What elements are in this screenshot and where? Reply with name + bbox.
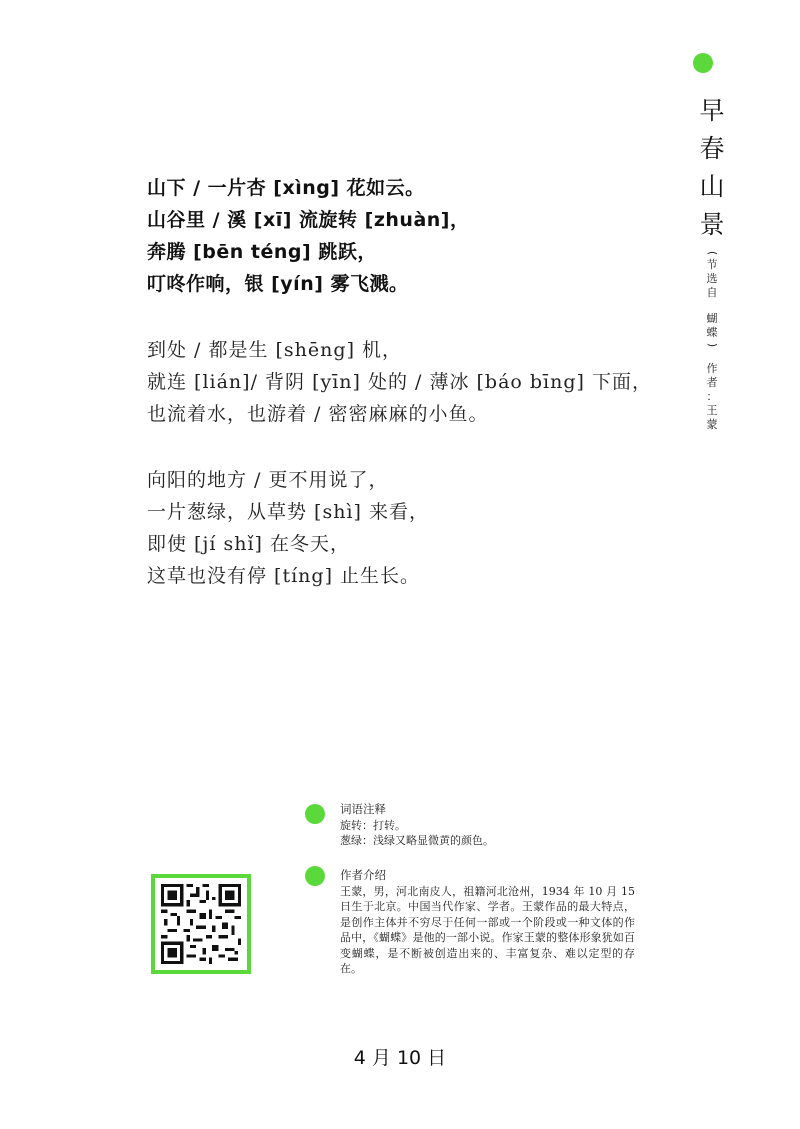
author-char: 王 <box>706 404 718 417</box>
poem-line: 一片葱绿，从草势 [shì] 来看， <box>147 501 429 523</box>
stanza-2 <box>147 334 667 430</box>
vertical-title <box>700 92 724 432</box>
subtitle-char: 自 <box>706 286 718 299</box>
paren-open: ( <box>705 250 719 256</box>
vocab-item: 葱绿：浅绿又略显微黄的颜色。 <box>340 834 494 847</box>
poem-line: 到处 / 都是生 [shēng] 机， <box>147 339 403 361</box>
stanza-3 <box>147 464 667 592</box>
poem-line: 就连 [lián]/ 背阴 [yīn] 处的 / 薄冰 [báo bīng] 下面， <box>147 371 652 393</box>
qr-code-icon <box>161 884 241 964</box>
author-char: 蒙 <box>706 418 718 431</box>
poem-body <box>147 172 667 626</box>
poem-line: 也流着水，也游着 / 密密麻麻的小鱼。 <box>147 403 489 425</box>
author-intro <box>340 868 635 977</box>
date-label: 4 月 10 日 <box>353 1047 447 1069</box>
vocab-heading: 词语注释 <box>340 802 386 816</box>
author-char: 者 <box>706 376 718 389</box>
poem-line: 叮咚作响，银 [yín] 雾飞溅。 <box>147 273 409 295</box>
stanza-1 <box>147 172 667 300</box>
poem-line: 向阳的地方 / 更不用说了， <box>147 469 389 491</box>
title-char: 山 <box>699 172 725 201</box>
author-heading: 作者介绍 <box>340 868 386 882</box>
title-char: 春 <box>699 134 725 163</box>
poem-line: 即使 [jí shǐ] 在冬天， <box>147 533 350 555</box>
poem-line: 山谷里 / 溪 [xī] 流旋转 [zhuàn]， <box>147 209 470 231</box>
vocab-dot-icon <box>305 804 325 824</box>
vocab-item: 旋转：打转。 <box>340 818 406 832</box>
author-char: ： <box>706 390 718 403</box>
subtitle-char: 节 <box>706 258 718 271</box>
poem-line: 奔腾 [bēn téng] 跳跃， <box>147 241 377 263</box>
title-char: 早 <box>699 96 725 125</box>
subtitle-source <box>707 248 718 432</box>
vocab-notes <box>340 802 640 849</box>
subtitle-char: 蝴 <box>706 312 718 325</box>
subtitle-char: 蝶 <box>706 326 718 339</box>
poem-line: 山下 / 一片杏 [xìng] 花如云。 <box>147 177 425 199</box>
author-dot-icon <box>305 866 325 886</box>
author-char: 作 <box>706 362 718 375</box>
poem-line: 这草也没有停 [tíng] 止生长。 <box>147 565 421 587</box>
subtitle-char: 选 <box>706 272 718 285</box>
title-dot-icon <box>693 53 713 73</box>
qr-code[interactable] <box>151 874 251 974</box>
author-text: 王蒙，男，河北南皮人，祖籍河北沧州，1934 年 10 月 15 日生于北京。中国当代作家、学者。王蒙作品的最大特点，是创作主体并不穷尽于任何一部或一个阶段或一种文体的作品中，《蝴蝶》是他的一部小说。作家王蒙的整体形象犹如百变蝴蝶，是不断被创造出来的、丰富复杂、难以定型的存在。 <box>340 884 635 975</box>
paren-close: ) <box>705 342 719 348</box>
title-char: 景 <box>699 210 725 239</box>
